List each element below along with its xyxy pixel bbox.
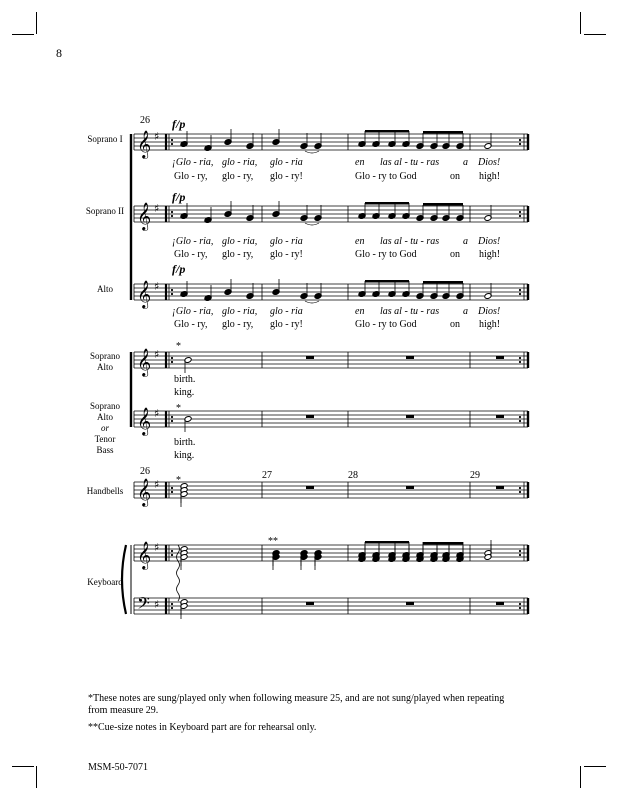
- repeat-dot: [519, 357, 521, 359]
- lyric-syllable: las al - tu - ras: [380, 236, 440, 247]
- note-beam: [423, 203, 463, 206]
- footnote-line: from measure 29.: [88, 705, 159, 716]
- repeat-dot: [519, 293, 521, 295]
- treble-clef-icon: 𝄞: [137, 348, 152, 376]
- repeat-dot: [519, 361, 521, 363]
- treble-clef-icon: 𝄞: [137, 407, 152, 435]
- label-handbells: Handbells: [86, 486, 124, 496]
- whole-rest: [496, 356, 504, 359]
- repeat-dot: [519, 550, 521, 552]
- sharp-icon: ♯: [154, 407, 160, 420]
- lyric-syllable: high!: [479, 249, 501, 260]
- lyric-syllable: ¡Glo - ria,: [172, 236, 214, 247]
- lyric-syllable: Glo - ry,: [174, 249, 208, 260]
- measure-number: 27: [262, 470, 272, 481]
- repeat-dot: [171, 215, 173, 217]
- lyric-syllable: on: [450, 249, 460, 260]
- cue-lyric: king.: [174, 450, 195, 461]
- repeat-dot: [171, 491, 173, 493]
- whole-rest: [306, 602, 314, 605]
- whole-rest: [306, 415, 314, 418]
- repeat-dot: [171, 603, 173, 605]
- repeat-dot: [171, 361, 173, 363]
- note-beam: [365, 280, 409, 283]
- lyric-syllable: Glo - ry to God: [355, 171, 417, 182]
- sharp-icon: ♯: [154, 202, 160, 215]
- label-soprano-1: Soprano I: [87, 134, 123, 144]
- repeat-dot: [519, 139, 521, 141]
- lyric-syllable: Glo - ry to God: [355, 249, 417, 260]
- lyric-syllable: on: [450, 319, 460, 330]
- lyric-syllable: glo - ria: [270, 157, 303, 168]
- lyric-syllable: Glo - ry to God: [355, 319, 417, 330]
- repeat-dot: [519, 416, 521, 418]
- repeat-dot: [171, 143, 173, 145]
- repeat-dot: [519, 289, 521, 291]
- lyric-syllable: glo - ry,: [222, 319, 254, 330]
- lyric-syllable: ¡Glo - ria,: [172, 157, 214, 168]
- lyric-syllable: glo - ry!: [270, 319, 303, 330]
- sharp-icon: ♯: [154, 541, 160, 554]
- lyric-syllable: glo - ria: [270, 236, 303, 247]
- repeat-dot: [171, 139, 173, 141]
- lyric-syllable: Dios!: [478, 157, 501, 168]
- label-line: Alto: [96, 412, 113, 422]
- sharp-icon: ♯: [154, 130, 160, 143]
- tie: [305, 151, 319, 153]
- treble-clef-icon: 𝄞: [137, 202, 152, 230]
- arpeggio-icon: [177, 545, 180, 601]
- keyboard-brace: [122, 545, 126, 614]
- label-soprano-2: Soprano II: [85, 206, 125, 216]
- lyric-syllable: a: [463, 157, 468, 168]
- tie: [305, 301, 319, 303]
- lyric-syllable: a: [463, 236, 468, 247]
- sharp-icon: ♯: [154, 280, 160, 293]
- lyric-syllable: glo - ria,: [222, 236, 258, 247]
- lyric-syllable: glo - ry!: [270, 171, 303, 182]
- lyric-syllable: Glo - ry,: [174, 171, 208, 182]
- repeat-dot: [171, 550, 173, 552]
- repeat-dot: [519, 603, 521, 605]
- lyric-syllable: glo - ry,: [222, 171, 254, 182]
- whole-rest: [406, 356, 414, 359]
- lyric-syllable: on: [450, 171, 460, 182]
- lyric-syllable: glo - ry!: [270, 249, 303, 260]
- treble-clef-icon: 𝄞: [137, 478, 152, 506]
- lyric-syllable: glo - ria,: [222, 306, 258, 317]
- repeat-dot: [519, 487, 521, 489]
- repeat-dot: [519, 211, 521, 213]
- repeat-dot: [519, 607, 521, 609]
- lyric-syllable: glo - ria: [270, 306, 303, 317]
- repeat-dot: [519, 491, 521, 493]
- note-beam: [423, 131, 463, 134]
- footnote-2: **Cue-size notes in Keyboard part are for rehearsal only.: [88, 722, 317, 733]
- note-beam: [365, 130, 409, 133]
- whole-rest: [306, 486, 314, 489]
- bass-clef-icon: 𝄢: [137, 593, 150, 617]
- label-line: Bass: [96, 445, 114, 455]
- whole-rest: [496, 486, 504, 489]
- lyric-syllable: glo - ria,: [222, 157, 258, 168]
- label-line: Soprano: [90, 351, 120, 361]
- whole-rest: [496, 415, 504, 418]
- page-number: 8: [56, 46, 62, 60]
- footnote-1: [88, 693, 528, 717]
- measure-number: 26: [140, 466, 150, 477]
- label-alto: Alto: [96, 284, 113, 294]
- lyric-syllable: en: [355, 157, 365, 168]
- label-line: Alto: [96, 362, 113, 372]
- lyric-syllable: ¡Glo - ria,: [172, 306, 214, 317]
- sharp-icon: ♯: [154, 598, 160, 611]
- whole-rest: [406, 602, 414, 605]
- treble-clef-icon: 𝄞: [137, 280, 152, 308]
- treble-clef-icon: 𝄞: [137, 541, 152, 569]
- catalog-number: MSM-50-7071: [88, 762, 149, 773]
- lyric-syllable: Glo - ry,: [174, 319, 208, 330]
- treble-clef-icon: 𝄞: [137, 130, 152, 158]
- label-line: or: [100, 423, 109, 433]
- repeat-dot: [171, 357, 173, 359]
- repeat-dot: [171, 554, 173, 556]
- lyric-syllable: a: [463, 306, 468, 317]
- cue-lyric: king.: [174, 387, 195, 398]
- footnote-line: *These notes are sung/played only when following measure 25, and are not sung/played when repeating: [88, 693, 505, 704]
- footnote-marker: *: [176, 403, 181, 414]
- lyric-syllable: glo - ry,: [222, 249, 254, 260]
- note-beam: [365, 202, 409, 205]
- repeat-dot: [519, 554, 521, 556]
- dynamic-marking: f/p: [172, 190, 186, 204]
- whole-rest: [406, 415, 414, 418]
- repeat-dot: [171, 289, 173, 291]
- cue-lyric: birth.: [174, 374, 196, 385]
- repeat-dot: [519, 215, 521, 217]
- lyric-syllable: las al - tu - ras: [380, 306, 440, 317]
- footnote-marker: *: [176, 341, 181, 352]
- whole-rest: [306, 356, 314, 359]
- cue-lyric: birth.: [174, 437, 196, 448]
- label-keyboard: Keyboard: [87, 577, 123, 587]
- lyric-syllable: en: [355, 236, 365, 247]
- repeat-dot: [519, 420, 521, 422]
- whole-rest: [496, 602, 504, 605]
- measure-number: 28: [348, 470, 358, 481]
- dynamic-marking: f/p: [172, 262, 186, 276]
- tie: [305, 223, 319, 225]
- repeat-dot: [519, 143, 521, 145]
- note-beam: [423, 542, 463, 545]
- sharp-icon: ♯: [154, 348, 160, 361]
- repeat-dot: [171, 420, 173, 422]
- label-line: Soprano: [90, 401, 120, 411]
- whole-rest: [406, 486, 414, 489]
- lyric-syllable: high!: [479, 171, 501, 182]
- dynamic-marking: f/p: [172, 117, 186, 131]
- lyric-syllable: Dios!: [478, 236, 501, 247]
- repeat-dot: [171, 293, 173, 295]
- lyric-syllable: Dios!: [478, 306, 501, 317]
- measure-number: 29: [470, 470, 480, 481]
- note-beam: [423, 281, 463, 284]
- lyric-syllable: high!: [479, 319, 501, 330]
- lyric-syllable: las al - tu - ras: [380, 157, 440, 168]
- label-line: Tenor: [94, 434, 116, 444]
- note-beam: [365, 541, 409, 544]
- lyric-syllable: en: [355, 306, 365, 317]
- measure-number: 26: [140, 115, 150, 126]
- sharp-icon: ♯: [154, 478, 160, 491]
- repeat-dot: [171, 416, 173, 418]
- footnote-marker: **: [268, 536, 278, 547]
- footnote-marker: *: [176, 475, 181, 486]
- repeat-dot: [171, 487, 173, 489]
- repeat-dot: [171, 607, 173, 609]
- repeat-dot: [171, 211, 173, 213]
